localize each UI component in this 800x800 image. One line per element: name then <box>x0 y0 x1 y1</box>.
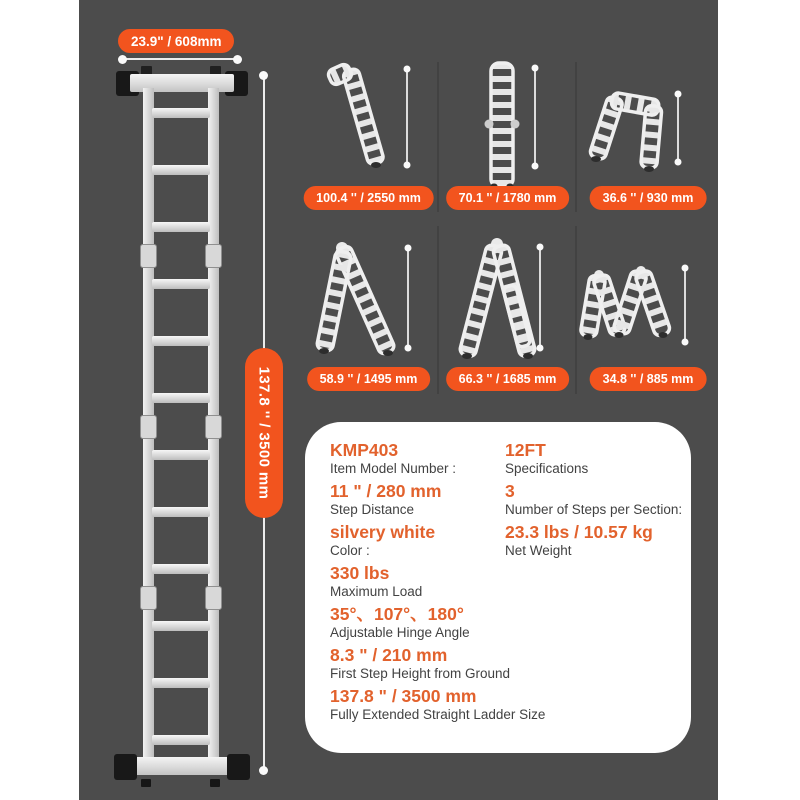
spec-label: Step Distance <box>330 502 415 517</box>
a-frame-ladder-icon <box>437 224 578 374</box>
spec-value: KMP403 <box>330 440 399 460</box>
ladder-rung <box>152 735 210 745</box>
spec-pair <box>505 481 682 518</box>
ladder-base-bar <box>130 757 234 775</box>
config-cell-lean-to <box>300 224 437 396</box>
ladder-rung <box>152 336 210 346</box>
ladder-height-badge <box>245 348 283 518</box>
spec-card <box>305 422 691 753</box>
scaffold-ladder-icon <box>578 58 718 190</box>
ladder-rung <box>152 507 210 517</box>
spec-pair <box>330 686 545 723</box>
config-badge: 66.3 '' / 1685 mm <box>446 367 570 391</box>
lean-to-ladder-icon <box>300 224 437 374</box>
ladder-foot-cap <box>114 754 137 780</box>
spec-value: 8.3 " / 210 mm <box>330 645 448 665</box>
ladder-rung <box>152 678 210 688</box>
config-badge: 70.1 '' / 1780 mm <box>446 186 570 210</box>
ladder-rung <box>152 108 210 118</box>
ladder-foot <box>210 779 220 787</box>
ladder-rung <box>152 279 210 289</box>
spec-value: 3 <box>505 481 515 501</box>
extension-ladder-icon <box>300 58 437 190</box>
spec-value: 137.8 " / 3500 mm <box>330 686 477 706</box>
width-dimension-line <box>122 58 238 60</box>
config-badge: 34.8 '' / 885 mm <box>590 367 707 391</box>
hinge-joint <box>140 415 157 439</box>
spec-value: 11 " / 280 mm <box>330 481 442 501</box>
spec-label: Item Model Number : <box>330 461 457 476</box>
hinge-joint <box>140 586 157 610</box>
spec-column-right <box>505 440 682 563</box>
spec-value: silvery white <box>330 522 436 542</box>
spec-pair <box>330 604 545 641</box>
spec-label: Color : <box>330 543 370 558</box>
ladder-rung <box>152 165 210 175</box>
config-cell-straight <box>437 58 578 215</box>
hinge-joint <box>140 244 157 268</box>
ladder-rung <box>152 450 210 460</box>
spec-label: Net Weight <box>505 543 572 558</box>
hinge-joint <box>205 415 222 439</box>
config-cell-folded <box>578 224 718 396</box>
config-cell-scaffold <box>578 58 718 215</box>
hinge-joint <box>205 586 222 610</box>
spec-value: 330 lbs <box>330 563 390 583</box>
spec-label: Fully Extended Straight Ladder Size <box>330 707 546 722</box>
spec-label: Number of Steps per Section: <box>505 502 683 517</box>
spec-value: 12FT <box>505 440 546 460</box>
spec-value: 35°、107°、180° <box>330 604 464 624</box>
config-cell-a-frame <box>437 224 578 396</box>
spec-label: First Step Height from Ground <box>330 666 511 681</box>
dimension-dot <box>118 55 127 64</box>
ladder-rung <box>152 621 210 631</box>
spec-pair <box>505 522 682 559</box>
spec-label: Specifications <box>505 461 589 476</box>
spec-pair <box>330 563 545 600</box>
ladder-foot-cap <box>227 754 250 780</box>
ladder-height-badge-text: 137.8 '' / 3500 mm <box>255 366 273 500</box>
spec-label: Maximum Load <box>330 584 423 599</box>
config-badge: 58.9 '' / 1495 mm <box>307 367 431 391</box>
dimension-dot <box>259 71 268 80</box>
spec-label: Adjustable Hinge Angle <box>330 625 470 640</box>
spec-value: 23.3 lbs / 10.57 kg <box>505 522 653 542</box>
spec-pair <box>330 645 545 682</box>
ladder-width-badge: 23.9" / 608mm <box>118 29 234 53</box>
ladder-rung <box>152 393 210 403</box>
ladder-rung <box>152 564 210 574</box>
ladder-rung <box>152 222 210 232</box>
dimension-dot <box>259 766 268 775</box>
folded-ladder-icon <box>578 224 718 374</box>
hinge-joint <box>205 244 222 268</box>
dimension-dot <box>233 55 242 64</box>
spec-pair <box>505 440 682 477</box>
config-badge: 36.6 '' / 930 mm <box>590 186 707 210</box>
config-badge: 100.4 '' / 2550 mm <box>303 186 434 210</box>
config-cell-extension <box>300 58 437 215</box>
ladder-foot <box>141 779 151 787</box>
straight-ladder-icon <box>437 58 578 190</box>
